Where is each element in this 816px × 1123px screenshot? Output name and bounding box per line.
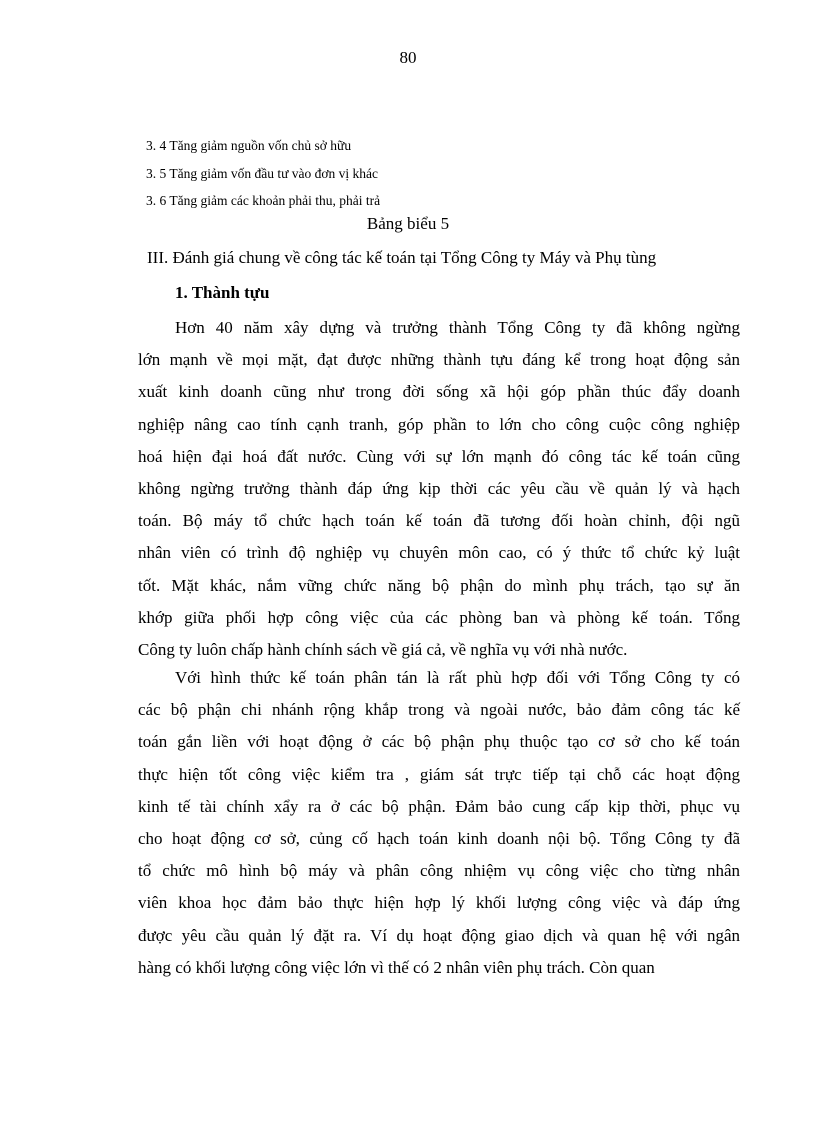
- paragraph-line: các bộ phận chi nhánh rộng khắp trong và ngoài nước, bảo đảm công tác kế: [138, 700, 740, 720]
- paragraph-line: hàng có khối lượng công việc lớn vì thế có 2 nhân viên phụ trách. Còn quan: [138, 957, 655, 977]
- paragraph-line: lớn mạnh về mọi mặt, đạt được những thành tựu đáng kể trong hoạt động sản: [138, 350, 740, 370]
- paragraph-line: khớp giữa phối hợp công việc của các phòng ban và phòng kế toán. Tổng: [138, 607, 740, 627]
- list-item: 3. 4 Tăng giảm nguồn vốn chủ sở hữu: [146, 138, 352, 153]
- paragraph-line: Với hình thức kế toán phân tán là rất phù hợp đối với Tổng Công ty có: [175, 668, 740, 687]
- table-caption: Bảng biểu 5: [366, 214, 450, 233]
- paragraph-line: Công ty luôn chấp hành chính sách về giá cả, về nghĩa vụ với nhà nước.: [138, 639, 628, 659]
- paragraph: [138, 662, 740, 984]
- paragraph-line: không ngừng trưởng thành đáp ứng kịp thời các yêu cầu về quản lý và hạch: [138, 478, 740, 498]
- paragraph-line: thực hiện tốt công việc kiểm tra , giám sát trực tiếp tại chỗ các hoạt động: [138, 764, 740, 784]
- paragraph-line: toán. Bộ máy tổ chức hạch toán kế toán đã tương đối hoàn chỉnh, đội ngũ: [138, 511, 740, 531]
- paragraph: [138, 312, 740, 666]
- subsection-heading: 1. Thành tựu: [175, 283, 270, 302]
- section-heading: III. Đánh giá chung về công tác kế toán tại Tổng Công ty Máy và Phụ tùng: [147, 248, 657, 267]
- paragraph-line: được yêu cầu quản lý đặt ra. Ví dụ hoạt động giao dịch và quan hệ với ngân: [138, 925, 740, 945]
- paragraph-line: hoá hiện đại hoá đất nước. Cùng với sự lớn mạnh đó công tác kế toán cũng: [138, 446, 740, 466]
- list-item: 3. 6 Tăng giảm các khoản phải thu, phải trả: [146, 193, 381, 208]
- paragraph-line: cho hoạt động cơ sở, củng cố hạch toán kinh doanh nội bộ. Tổng Công ty đã: [138, 828, 740, 848]
- page-number: 80: [399, 48, 417, 67]
- paragraph-line: tốt. Mặt khác, nắm vững chức năng bộ phận do mình phụ trách, tạo sự ăn: [138, 575, 740, 595]
- list: [146, 132, 706, 215]
- paragraph-line: Hơn 40 năm xây dựng và trưởng thành Tổng Công ty đã không ngừng: [175, 318, 740, 337]
- paragraph-line: nhân viên có trình độ nghiệp vụ chuyên môn cao, có ý thức tổ chức kỷ luật: [138, 543, 740, 563]
- paragraph-line: nghiệp nâng cao tính cạnh tranh, góp phần to lớn cho công cuộc công nghiệp: [138, 414, 740, 434]
- paragraph-line: kinh tế tài chính xẩy ra ở các bộ phận. Đảm bảo cung cấp kịp thời, phục vụ: [138, 796, 740, 816]
- paragraph-line: toán gắn liền với hoạt động ở các bộ phận phụ thuộc tạo cơ sở cho kế toán: [138, 732, 740, 752]
- paragraph-line: tổ chức mô hình bộ máy và phân công nhiệm vụ công việc cho từng nhân: [138, 861, 740, 881]
- paragraph-line: viên khoa học đảm bảo thực hiện hợp lý khối lượng công việc và đáp ứng: [138, 893, 740, 913]
- paragraph-line: xuất kinh doanh cũng như trong đời sống xã hội góp phần thúc đẩy doanh: [138, 382, 740, 402]
- list-item: 3. 5 Tăng giảm vốn đầu tư vào đơn vị khác: [146, 165, 379, 181]
